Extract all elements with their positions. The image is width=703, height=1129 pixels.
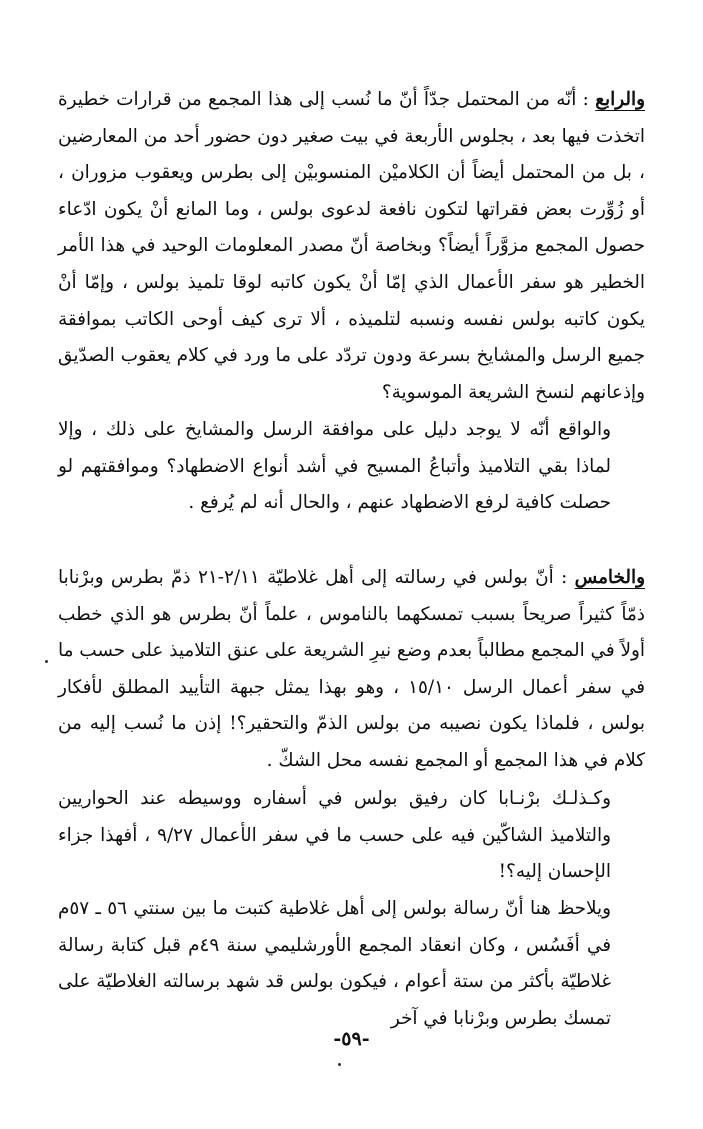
paragraph-persecution [58, 412, 645, 522]
paragraph-body: وكـذلـك برْنـابا كان رفيق بولس في أسفاره ووسيطه عند الحواريين والتلاميذ الشاكّين فيه على حسب ما في سفر الأعمال ٩/٢٧ ، أفهذا جزاء الإحسان إليه؟! [58, 788, 611, 883]
paragraph-lead-fourth: والرابع [595, 89, 645, 110]
scan-speck [338, 1063, 341, 1066]
paragraph-galatians-date [58, 891, 645, 1037]
scan-speck [45, 660, 48, 663]
paragraph-fourth-point [58, 82, 645, 411]
paragraph-fifth-point [58, 560, 645, 780]
paragraph-body: والواقع أنّه لا يوجد دليل على موافقة الرسل والمشايخ على ذلك ، وإلا لماذا بقي التلاميذ وأتباعُ المسيح في أشد أنواع الاضطهاد؟ وموافقتهم لو حصلت كافية لرفع الاضطهاد عنهم ، والحال أنه لم يُرفع . [58, 419, 611, 514]
paragraph-body: ويلاحظ هنا أنّ رسالة بولس إلى أهل غلاطية كتبت ما بين سنتي ٥٦ ـ ٥٧م في أفَسُس ، وكان انعقاد المجمع الأورشليمي سنة ٤٩م قبل كتابة رسالة غلاطيّة بأكثر من ستة أعوام ، فيكون بولس قد شهد برسالته الغلاطيّة على تمسك بطرس وبرْنابا في آخر [58, 898, 612, 1029]
paragraph-barnabas [58, 781, 645, 891]
paragraph-body: : أنّ بولس في رسالته إلى أهل غلاطيّة ٢/١١-٢١ ذمّ بطرس وبرْنابا ذمّاً كثيراً صريحاً بسبب تمسكهما بالناموس ، علماً أنّ بطرس هو الذي خطب أولاً في المجمع مطالباً بعدم وضع نيرِ الشريعة على عنق التلاميذ على حسب ما في سفر أعمال الرسل ١٥/١٠ ، وهو بهذا يمثل جبهة التأييد المطلق لأفكار بولس ، فلماذا يكون نصيبه من بولس الذمّ والتحقير؟! إذن ما نُسب إليه من كلام في هذا المجمع أو المجمع نفسه محل الشكّ . [58, 567, 645, 771]
page-number: -٥٩- [333, 1028, 370, 1050]
paragraph-body: : أنّه من المحتمل جدّاً أنّ ما نُسب إلى هذا المجمع من قرارات خطيرة اتخذت فيها بعد ، بجلوس الأربعة في بيت صغير دون حضور أحد من المعارضين ، بل من المحتمل أيضاً أن الكلاميْن المنسوبيْن إلى بطرس ويعقوب مزوران ، أو زُوِّرت بعض فقراتها لتكون نافعة لدعوى بولس ، وما المانع أنْ يكون ادّعاء حصول المجمع مزوَّراً أيضاً؟ وبخاصة أنّ مصدر المعلومات الوحيد في هذا الأمر الخطير هو سفر الأعمال الذي إمّا أنْ يكون كاتبه لوقا تلميذ بولس ، وإمّا أنْ يكون كاتبه بولس نفسه ونسبه لتلميذه ، ألا ترى كيف أوحى الكاتب بموافقة جميع الرسل والمشايخ بسرعة ودون تردّد على ما ورد في كلام يعقوب الصدّيق وإذعانهم لنسخ الشريعة الموسوية؟ [58, 89, 645, 403]
paragraph-lead-fifth: والخامس [574, 567, 645, 588]
